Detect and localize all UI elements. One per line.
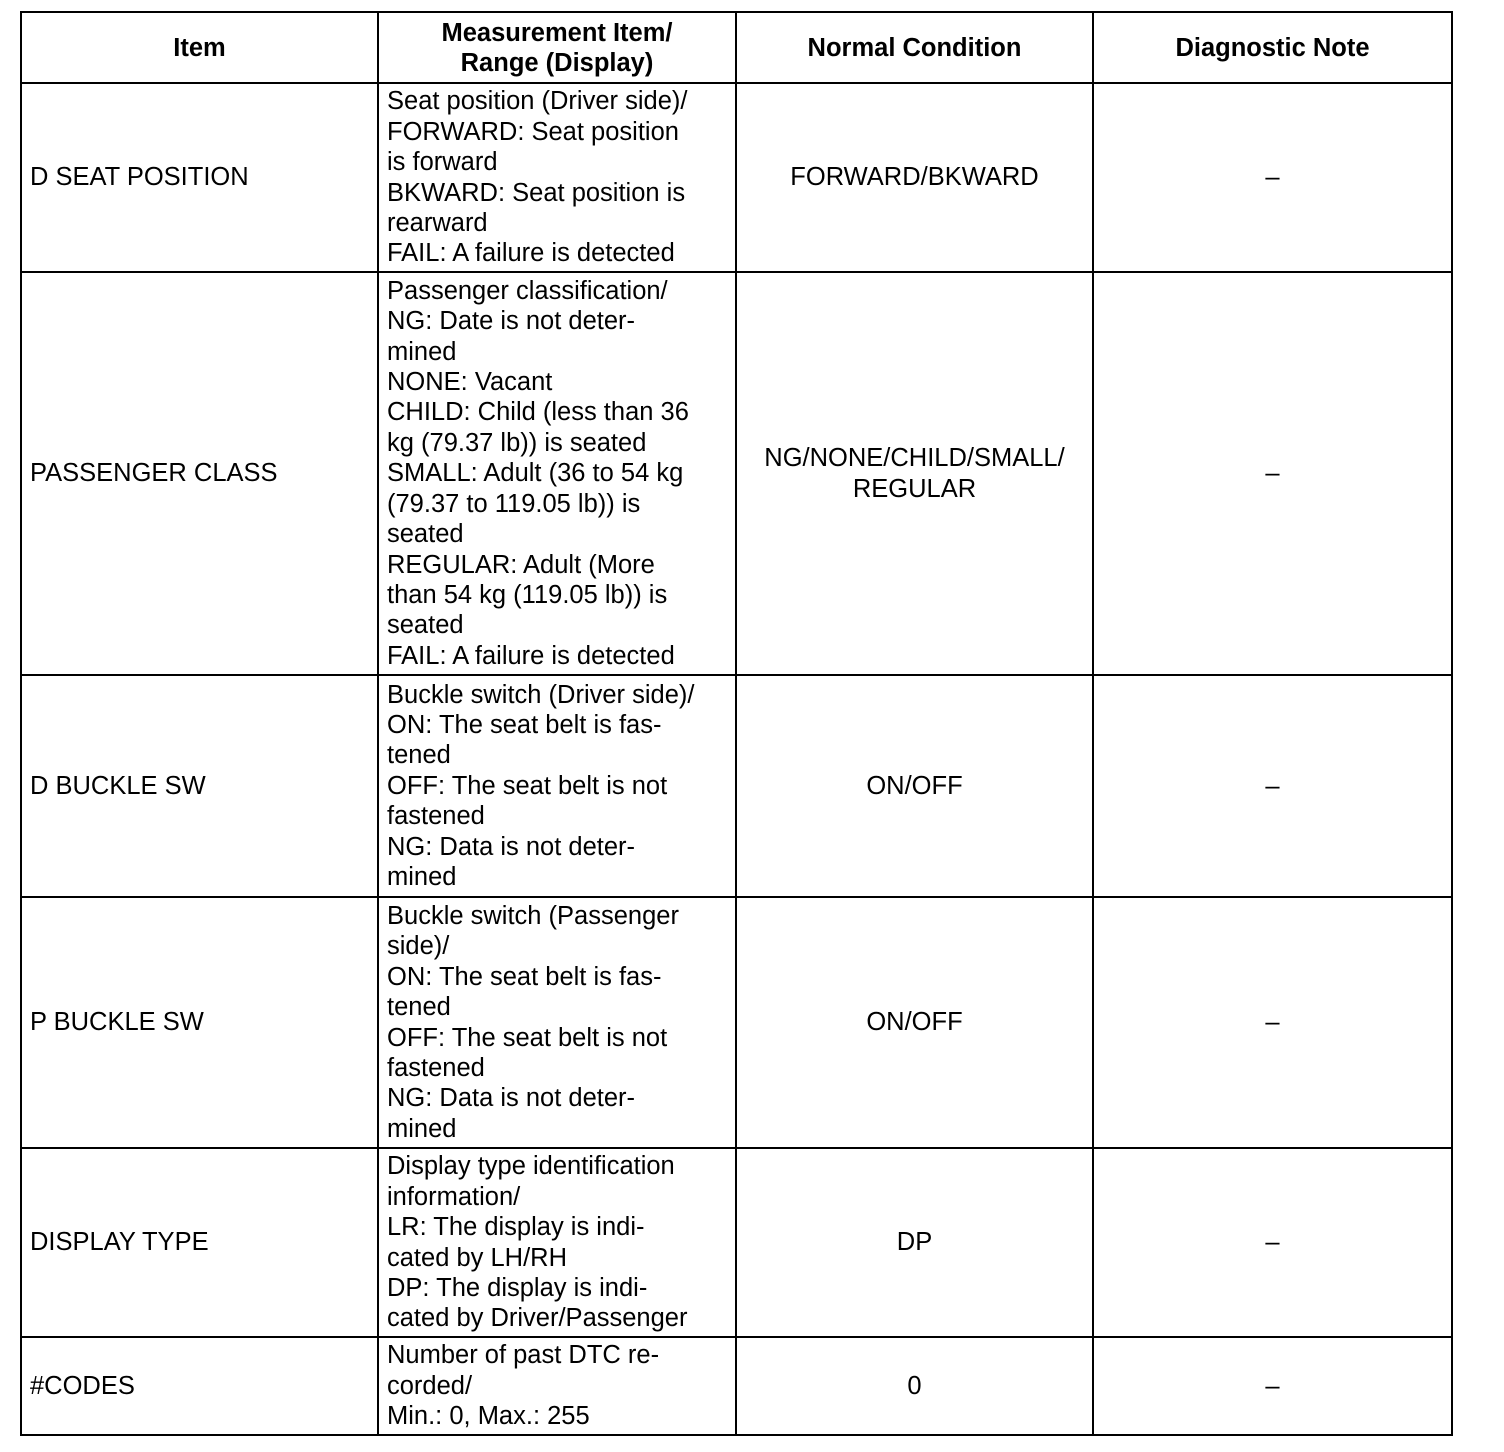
range-line: Buckle switch (Passenger — [387, 901, 679, 930]
diagnostic-note-cell: – — [1093, 83, 1452, 272]
range-line: Min.: 0, Max.: 255 — [387, 1402, 590, 1431]
range-line: REGULAR: Adult (More — [387, 550, 655, 579]
range-line: than 54 kg (119.05 lb)) is — [387, 580, 668, 609]
range-line: SMALL: Adult (36 to 54 kg — [387, 459, 684, 488]
range-line: cated by Driver/Passenger — [387, 1304, 688, 1333]
range-line: Buckle switch (Driver side)/ — [387, 680, 695, 709]
range-line: mined — [387, 337, 457, 366]
diagnostic-note-cell: – — [1093, 675, 1452, 897]
range-line: Display type identification — [387, 1152, 675, 1181]
item-cell: P BUCKLE SW — [21, 897, 378, 1148]
range-line: LR: The display is indi- — [387, 1213, 645, 1242]
range-line: Seat position (Driver side)/ — [387, 87, 688, 116]
range-line: NONE: Vacant — [387, 368, 553, 397]
normal-condition-cell — [736, 897, 1093, 1148]
range-line: OFF: The seat belt is not — [387, 771, 668, 800]
range-line: FAIL: A failure is detected — [387, 239, 675, 268]
range-line: is forward — [387, 148, 498, 177]
range-line: Passenger classification/ — [387, 276, 668, 305]
range-line: seated — [387, 611, 464, 640]
normal-line: NG/NONE/CHILD/SMALL/ — [764, 444, 1065, 473]
range-line: ON: The seat belt is fas- — [387, 710, 662, 739]
normal-condition-cell — [736, 675, 1093, 897]
measurement-range-cell — [378, 83, 736, 272]
table-row — [21, 1148, 1452, 1337]
measurement-range-cell — [378, 675, 736, 897]
header-measurement-range — [378, 12, 736, 83]
measurement-range-cell — [378, 897, 736, 1148]
normal-condition-cell — [736, 83, 1093, 272]
range-line: BKWARD: Seat position is — [387, 178, 686, 207]
range-line: kg (79.37 lb)) is seated — [387, 428, 647, 457]
range-line: NG: Data is not deter- — [387, 832, 636, 861]
normal-condition-cell — [736, 272, 1093, 675]
range-line: ON: The seat belt is fas- — [387, 962, 662, 991]
range-line: DP: The display is indi- — [387, 1273, 648, 1302]
normal-line: FORWARD/BKWARD — [790, 163, 1039, 192]
range-line: NG: Date is not deter- — [387, 307, 636, 336]
range-line: NG: Data is not deter- — [387, 1084, 636, 1113]
normal-line: DP — [896, 1228, 933, 1257]
table-row — [21, 675, 1452, 897]
header-normal-condition: Normal Condition — [736, 12, 1093, 83]
diagnostic-note-cell: – — [1093, 272, 1452, 675]
header-range-line: Measurement Item/ — [441, 18, 673, 47]
measurement-range-cell — [378, 1337, 736, 1435]
header-row — [21, 12, 1452, 83]
measurement-range-cell — [378, 1148, 736, 1337]
header-range-line: Range (Display) — [460, 49, 654, 77]
normal-condition-cell — [736, 1337, 1093, 1435]
normal-line: ON/OFF — [866, 771, 963, 800]
range-line: mined — [387, 863, 457, 892]
range-line: tened — [387, 741, 451, 770]
header-item: Item — [21, 12, 378, 83]
range-line: mined — [387, 1114, 457, 1143]
range-line: corded/ — [387, 1371, 473, 1400]
range-line: fastened — [387, 1053, 485, 1082]
item-cell: #CODES — [21, 1337, 378, 1435]
item-cell: PASSENGER CLASS — [21, 272, 378, 675]
range-line: FAIL: A failure is detected — [387, 641, 675, 670]
normal-line: ON/OFF — [866, 1008, 963, 1037]
item-cell: D BUCKLE SW — [21, 675, 378, 897]
table-header — [21, 12, 1452, 83]
table-row — [21, 272, 1452, 675]
range-line: fastened — [387, 802, 485, 831]
range-line: Number of past DTC re- — [387, 1341, 660, 1370]
data-monitor-table — [20, 11, 1453, 1436]
measurement-range-cell — [378, 272, 736, 675]
item-cell: D SEAT POSITION — [21, 83, 378, 272]
range-line: seated — [387, 520, 464, 549]
table-row — [21, 897, 1452, 1148]
range-line: OFF: The seat belt is not — [387, 1023, 668, 1052]
range-line: rearward — [387, 208, 488, 237]
range-line: (79.37 to 119.05 lb)) is — [387, 489, 641, 518]
item-cell: DISPLAY TYPE — [21, 1148, 378, 1337]
normal-line: 0 — [907, 1371, 922, 1400]
diagnostic-note-cell: – — [1093, 897, 1452, 1148]
normal-condition-cell — [736, 1148, 1093, 1337]
range-line: FORWARD: Seat position — [387, 117, 679, 146]
table-row — [21, 1337, 1452, 1435]
range-line: CHILD: Child (less than 36 — [387, 398, 689, 427]
normal-line: REGULAR — [852, 474, 977, 503]
table-row — [21, 83, 1452, 272]
diagnostic-note-cell: – — [1093, 1148, 1452, 1337]
header-diagnostic-note: Diagnostic Note — [1093, 12, 1452, 83]
range-line: information/ — [387, 1182, 521, 1211]
diagnostic-note-cell: – — [1093, 1337, 1452, 1435]
range-line: cated by LH/RH — [387, 1243, 567, 1272]
table-body — [21, 83, 1452, 1435]
range-line: tened — [387, 993, 451, 1022]
range-line: side)/ — [387, 932, 450, 961]
